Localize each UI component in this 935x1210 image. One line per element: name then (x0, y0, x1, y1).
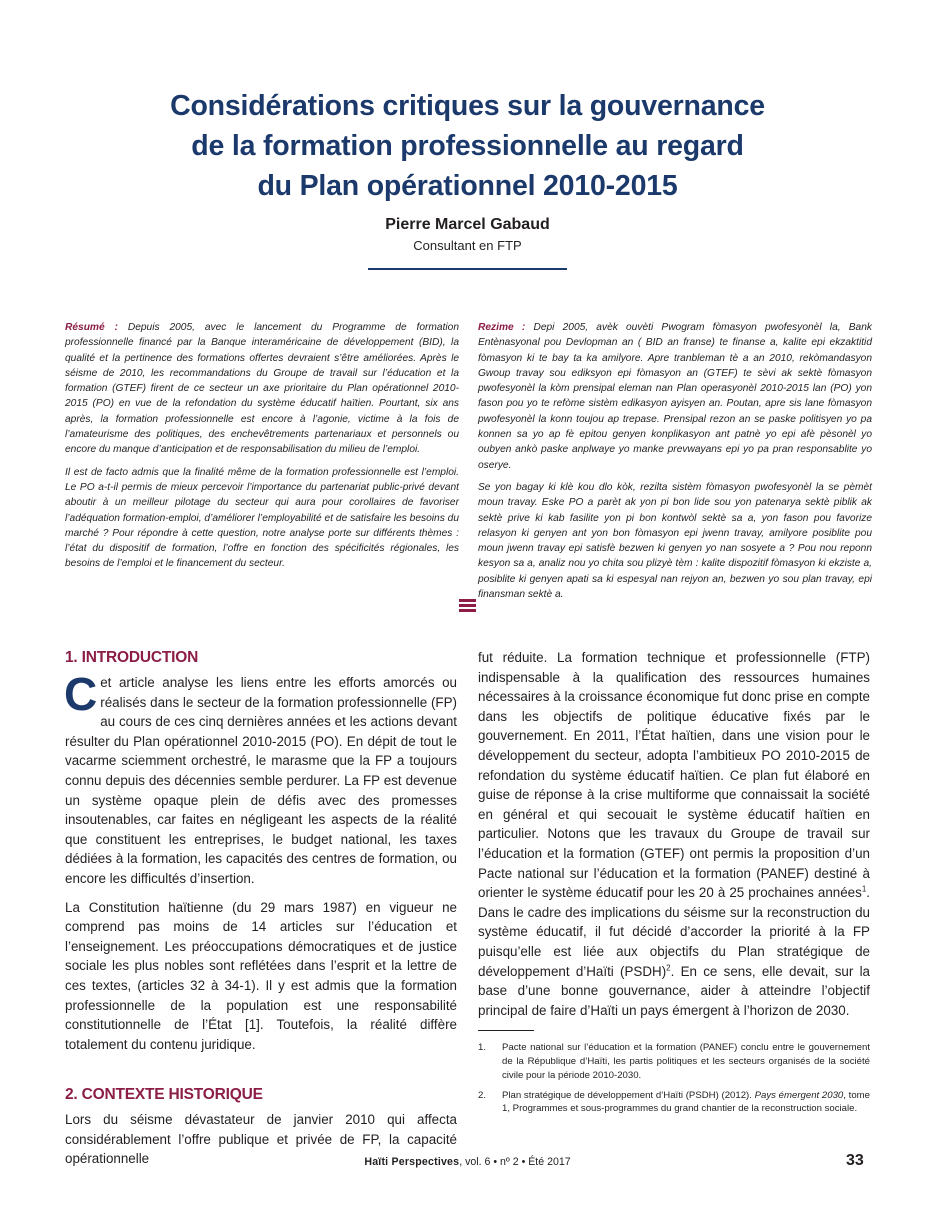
footnote-ref-1[interactable]: 1 (861, 884, 867, 894)
footnote-title-italic: Pays émergent 2030 (754, 1089, 844, 1101)
abstract-paragraph: Il est de facto admis que la finalité même de la formation professionnelle est l’emploi. Le PO a-t-il permis de mieux percevoir l’importance du partenariat public-privé devant aboutir à un meilleur pilotage du secteur qui aura pour corollaires de favoriser l’adéquation formation-emploi, d’améliorer l’employabilité et de satisfaire les besoins du marché ? Pour répondre à cette question, notre analyse porte sur différents thèmes : l’état du dispositif de formation, l’offre en fonction des spécificités régionales, les besoins de l’emploi et le financement du secteur. (65, 466, 459, 570)
body-paragraph: Lors du séisme dévastateur de janvier 2010 qui affecta considérablement l’offre publique et privée de FP, la capacité opérationnelle (65, 1112, 457, 1167)
abstract-paragraph: Se yon bagay ki klè kou dlo kòk, rezilta sistèm fòmasyon pwofesyonèl la se pèmèt moun travay. Eske PO a parèt ak yon pi bon lide sou yon patenarya sektè piblik ak sektè prive ki kab fasilite yon pi bon kontwòl sektè sa a, yon fason pou favorize relasyon ki genyen ant yon bon fòmasyon epi jwenn travay, amilyore posiblite pou moun jwenn travay epi satisfè bezwen ki genyen yo nan sosyete a ? Pou nou reponn kesyon sa a, analiz nou yo chita sou plizyè tèm : kalite dispozitif fòmasyon ki ekziste a, posiblite ki genyen apati sa ki espesyal nan rejyon an, bezwen yo sou plan travay, epi finansman sektè a. (478, 481, 872, 601)
abstract-paragraph: Rezime : Depi 2005, avèk ouvèti Pwogram fòmasyon pwofesyonèl la, Bank Entènasyonal pou Devlopman an ( BID an franse) te finanse a, kalite epi ekzaktitid fòmasyon ki te bay ta ka amilyore. Apre tranbleman tè a an 2010, rekòmandasyon Gwoup travay sou ediksyon epi fòmasyon an (GTEF) te sèvi ak sektè fòmasyon pwofesyonèl la kòm prensipal eleman nan Plan operasyonèl 2010-2015 lan (PO) yon fason pou yo te refòme sistèm edikasyon ayisyen an. Poutan, apre sis lane fòmasyon pwofesyonèl la konn toujou ap trepase. Prensipal rezon an se paske politisyen yo pa konnen sa yo ap fè epitou genyen konplikasyon ant patnè yo epi afè pèsonèl yo oubyen ankò paske anplwaye yo manke prevwayans epi yo pa pran responsablite yo oserye. (478, 322, 872, 471)
journal-name: Haïti Perspectives (364, 1156, 460, 1168)
footnote-text: Pacte national sur l’éducation et la formation (PANEF) conclu entre le gouvernement de la République d’Haïti, les partis politiques et les secteurs organisés de la société civile pour la période 2010-2030. (502, 1042, 870, 1081)
footnote-ref-2[interactable]: 2 (666, 963, 671, 973)
body-paragraph (64, 668, 457, 889)
article-title (100, 86, 835, 206)
page-number: 33 (846, 1152, 864, 1169)
abstract-french (65, 320, 459, 579)
body-paragraph (478, 648, 870, 1020)
body-paragraph: La Constitution haïtienne (du 29 mars 1987) en vigueur ne comprend pas moins de 14 articles sur l’éducation et l’enseignement. Les préoccupations démocratiques et de justice sociale les plus nobles sont reflétées dans l’esprit et la lettre de ces textes, (articles 32 à 34-1). Il y est admis que la formation professionnelle de la population est une responsabilité constitutionnelle de l’État [1]. Toutefois, la réalité diffère totalement du contenu juridique. (65, 899, 457, 1052)
body-column-right (478, 648, 870, 1122)
footnote-text (502, 1089, 870, 1117)
paragraph-text: et article analyse les liens entre les efforts amorcés ou réalisés dans le secteur de la formation professionnelle (FP) au cours de ces cinq dernières années et les actions devant résulter du Plan opérationnel 2010-2015 (PO). En dépit de tout le vacarme sciemment orchestré, le marasme que la FP a toujours connu depuis des décennies semble perdurer. La FP est devenue un système opaque plein de défis avec des promesses insoutenables, car faites en négligeant les aspects de la réalité que constituent les entreprises, le budget national, les taxes dédiées à la formation, les capacités des centres de formation, ou encore les difficultés d’insertion. (65, 675, 457, 886)
author-affiliation: Consultant en FTP (413, 238, 522, 253)
paragraph-text: fut réduite. La formation technique et professionnelle (FTP) indispensable à la qualification des ressources humaines nécessaires à la croissance économique fut donc prise en compte dans les objectifs de politique éducative fixés par le gouvernement. En 2011, l’État haïtien, dans une vision pour le développement du secteur, adopta l’ambitieux PO 2010-2015 de refondation du système éducatif haïtien. Ce plan fut élaboré en guise de réponse à la crise multiforme que connaissait la société en général et qui secouait le système éducatif haïtien en particulier. Notons que les travaux du Groupe de travail sur l’éducation et la formation (GTEF) ont permis la proposition d’un Pacte national sur l’éducation et la formation (PANEF) destiné à orienter le système éducatif pour les 20 à 25 prochaines années (478, 650, 870, 901)
footnote-text-part: , tome 1, Programmes et sous-programmes du grand chantier de la reconstruction sociale. (502, 1089, 870, 1115)
footnote-divider (478, 1030, 534, 1031)
footnote-number: 2. (478, 1089, 487, 1101)
drop-cap: C (64, 668, 98, 720)
title-divider (368, 268, 567, 270)
abstract-text: Depuis 2005, avec le lancement du Programme de formation professionnelle financé par la Banque interaméricaine de développement (BID), la qualité et la pertinence des formations offertes devraient s’être améliorées. Après le séisme de 2010, les recommandations du Groupe de travail sur l’éducation et la formation (GTEF) firent de ce secteur un axe prioritaire du Plan opérationnel 2010-2015 (PO) en vue de la refondation du système éducatif haïtien. Pourtant, six ans après, la formation professionnelle est encore à l’agonie, victime à la fois de l’amateurisme des politiques, des enchevêtrements partenariaux et personnels ou encore du manque d’anticipation et de responsabilisation du milieu de l’emploi. (65, 322, 459, 456)
footnote-2 (478, 1089, 870, 1117)
journal-issue: , vol. 6 • nº 2 • Été 2017 (459, 1156, 571, 1168)
footnote-text-part: Plan stratégique de développement d’Haïti (PSDH) (2012). (502, 1089, 755, 1101)
paragraph-text: . Dans le cadre des implications du séisme sur la reconstruction du système éducatif, il fut décidé d’accorder la priorité à la FP puisqu’elle est liée aux objectifs du Plan stratégique de développement d’Haïti (PSDH) (478, 885, 870, 979)
title-line: du Plan opérationnel 2010-2015 (257, 170, 678, 202)
section-heading-introduction: 1. INTRODUCTION (65, 649, 199, 666)
title-line: Considérations critiques sur la gouvernance (170, 90, 765, 122)
footnote-1 (478, 1041, 870, 1082)
footnote-number: 1. (478, 1042, 487, 1054)
paragraph-text: . En ce sens, elle devait, sur la base d’une bonne gouvernance, aider à atteindre l’objectif principal de faire d’Haïti un pays émergent à l’horizon de 2030. (478, 963, 870, 1018)
abstract-label: Rezime (478, 322, 514, 333)
abstract-paragraph: Résumé : Depuis 2005, avec le lancement du Programme de formation professionnelle financé par la Banque interaméricaine de développement (BID), la qualité et la pertinence des formations offertes devraient s’être améliorées. Après le séisme de 2010, les recommandations du Groupe de travail sur l’éducation et la formation (GTEF) firent de ce secteur un axe prioritaire du Plan opérationnel 2010-2015 (PO) en vue de la refondation du système éducatif haïtien. Pourtant, six ans après, la formation professionnelle est encore à l’agonie, victime à la fois de l’amateurisme des politiques, des enchevêtrements partenariaux et personnels ou encore du manque d’anticipation et de responsabilisation du milieu de l’emploi. (65, 322, 459, 456)
body-column-left (64, 648, 460, 1178)
author-name: Pierre Marcel Gabaud (385, 216, 550, 233)
abstract-text: Depi 2005, avèk ouvèti Pwogram fòmasyon pwofesyonèl la, Bank Entènasyonal pou Devlopman an ( BID an franse) te finanse a, kalite epi ekzaktitid fòmasyon ki te bay ta ka amilyore. Apre tranbleman tè a an 2010, rekòmandasyon Gwoup travay sou ediksyon epi fòmasyon an (GTEF) te sèvi ak sektè fòmasyon pwofesyonèl la kòm prensipal eleman nan Plan operasyonèl 2010-2015 lan (PO) yon fason pou yo te refòme sistèm edikasyon ayisyen an. Poutan, apre sis lane fòmasyon pwofesyonèl la konn toujou ap trepase. Prensipal rezon an se paske politisyen yo pa konnen sa yo ap fè epitou genyen konplikasyon ant patnè yo epi afè pèsonèl yo oubyen ankò paske anplwaye yo manke prevwayans epi yo pa pran responsablite yo oserye. (478, 322, 872, 471)
page-footer (0, 1156, 935, 1168)
section-heading-contexte: 2. CONTEXTE HISTORIQUE (65, 1086, 263, 1104)
abstract-label: Résumé (65, 322, 105, 333)
section-separator-icon (459, 599, 476, 613)
abstract-creole (478, 320, 872, 609)
title-line: de la formation professionnelle au regard (191, 130, 744, 162)
